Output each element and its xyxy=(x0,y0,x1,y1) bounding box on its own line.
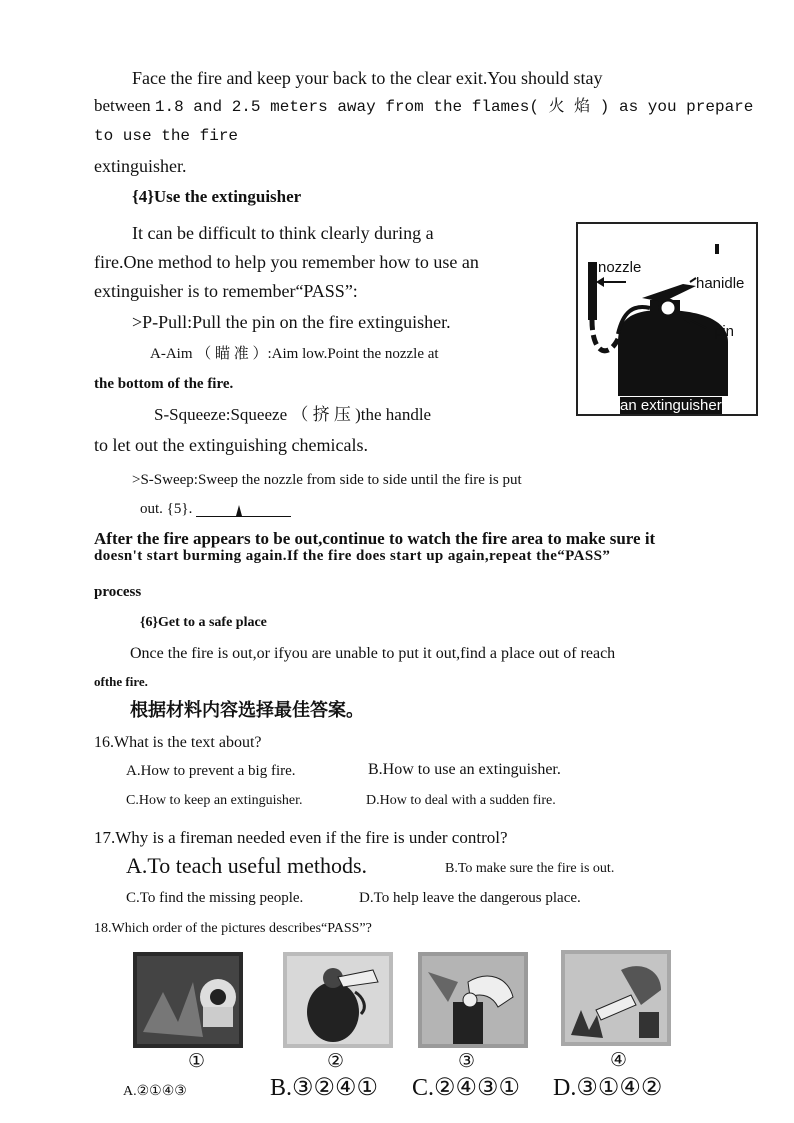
q17-option-b[interactable]: B.To make sure the fire is out. xyxy=(445,861,615,876)
picture-2-drawing xyxy=(283,952,393,1048)
picture-4 xyxy=(561,950,671,1046)
passage-line: extinguisher. xyxy=(94,156,187,176)
pass-step-aim: A-Aim （ 瞄 准 ）:Aim low.Point the nozzle at xyxy=(150,346,439,362)
blank-label: out. {5}. xyxy=(140,501,193,517)
q17-option-a[interactable]: A.To teach useful methods. xyxy=(126,853,368,878)
passage-line: ofthe fire. xyxy=(94,674,148,689)
q16-option-b[interactable]: B.How to use an extinguisher. xyxy=(368,761,561,778)
pin-label: pin xyxy=(714,323,735,340)
pass-step-pull: >P-Pull:Pull the pin on the fire extinguisher. xyxy=(132,312,451,332)
q18-option-a[interactable]: A.②①④③ xyxy=(123,1084,187,1099)
passage-line: Face the fire and keep your back to the clear exit.You should stay xyxy=(132,68,603,88)
q16-option-c[interactable]: C.How to keep an extinguisher. xyxy=(126,793,303,808)
passage-line: After the fire appears to be out,continue to watch the fire area to make sure it xyxy=(94,529,656,548)
passage-text: 1.8 and 2.5 meters away from the flames( 火 焰 ) as you prepare xyxy=(154,98,754,116)
picture-label-1: ① xyxy=(188,1051,206,1072)
picture-label-2: ② xyxy=(327,1051,345,1072)
section-heading: {6}Get to a safe place xyxy=(140,615,267,630)
passage-line: Once the fire is out,or ifyou are unable to put it out,find a place out of reach xyxy=(130,645,616,662)
picture-1 xyxy=(133,952,243,1048)
q17-option-c[interactable]: C.To find the missing people. xyxy=(126,890,304,906)
q16-option-d[interactable]: D.How to deal with a sudden fire. xyxy=(366,793,556,808)
instruction-heading: 根据材料内容选择最佳答案。 xyxy=(130,700,364,721)
q18-option-b[interactable]: B.③②④① xyxy=(270,1075,379,1101)
nozzle-label: nozzle xyxy=(598,259,642,276)
question-stem: 16.What is the text about? xyxy=(94,734,262,751)
pass-step-sweep: >S-Sweep:Sweep the nozzle from side to side until the fire is put xyxy=(132,472,522,488)
figure-caption: an extinguisher xyxy=(620,397,722,414)
picture-label-4: ④ xyxy=(610,1050,628,1071)
picture-4-drawing xyxy=(561,950,671,1046)
question-stem: 18.Which order of the pictures describes“PASS”? xyxy=(94,921,372,936)
picture-2 xyxy=(283,952,393,1048)
passage-line: doesn't start burming again.If the fire does start up again,repeat the“PASS” xyxy=(94,548,611,564)
passage-line: to let out the extinguishing chemicals. xyxy=(94,435,368,455)
picture-1-drawing xyxy=(133,952,243,1048)
passage-line xyxy=(94,97,753,115)
q16-option-a[interactable]: A.How to prevent a big fire. xyxy=(126,763,296,779)
passage-line: the bottom of the fire. xyxy=(94,376,234,392)
passage-line: process xyxy=(94,584,142,600)
passage-line xyxy=(140,502,291,517)
q17-option-d[interactable]: D.To help leave the dangerous place. xyxy=(359,890,581,906)
picture-label-3: ③ xyxy=(458,1051,476,1072)
passage-line: extinguisher is to remember“PASS”: xyxy=(94,281,358,301)
q18-option-c[interactable]: C.②④③① xyxy=(412,1075,521,1101)
answer-blank xyxy=(196,502,291,517)
picture-3-drawing xyxy=(418,952,528,1048)
section-heading: {4}Use the extinguisher xyxy=(132,187,302,206)
passage-line: fire.One method to help you remember how to use an xyxy=(94,252,479,272)
extinguisher-figure xyxy=(576,222,758,416)
passage-line: It can be difficult to think clearly during a xyxy=(132,223,434,243)
tick-mark xyxy=(234,504,244,516)
pass-step-squeeze: S-Squeeze:Squeeze （ 挤 压 )the handle xyxy=(154,405,432,424)
passage-word: between xyxy=(94,96,151,115)
q18-option-d[interactable]: D.③①④② xyxy=(553,1075,663,1101)
question-stem: 17.Why is a fireman needed even if the fire is under control? xyxy=(94,828,508,847)
handle-label: hanidle xyxy=(696,275,745,292)
extinguisher-drawing xyxy=(578,224,756,414)
picture-3 xyxy=(418,952,528,1048)
passage-line: to use the fire xyxy=(94,127,239,145)
